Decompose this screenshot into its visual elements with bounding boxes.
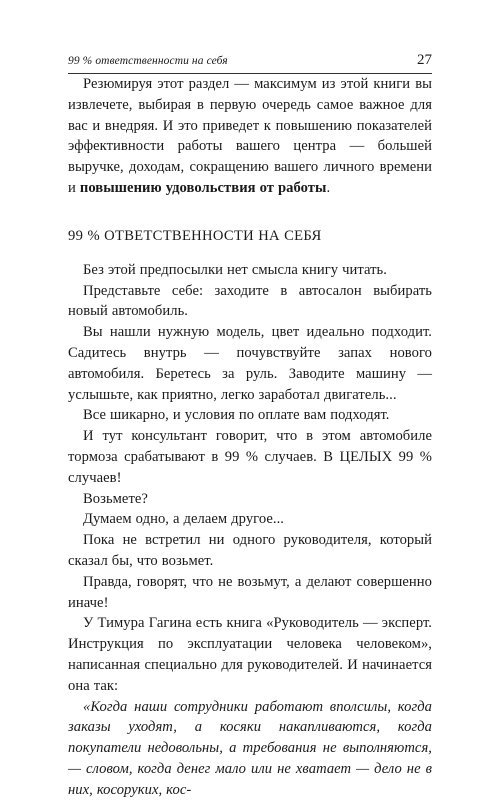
intro-text: Резюмируя этот раздел — максимум из этой книги вы извлечете, выбирая в первую очередь самое важное для вас и внедряя. И это приведет к повышению показателей эффективности работы вашего центра — большей выручке, доходам, сокращению вашего личного времени и bbox=[68, 76, 432, 196]
chapter-heading: 99 % ОТВЕТСТВЕННОСТИ НА СЕБЯ bbox=[68, 227, 322, 244]
book-page bbox=[68, 52, 432, 801]
page-body bbox=[68, 74, 432, 801]
chapter-paragraphs bbox=[68, 260, 432, 697]
intro-end: . bbox=[326, 179, 331, 196]
paragraph: Без этой предпосылки нет смысла книгу читать. bbox=[83, 261, 387, 278]
paragraph: Пока не встретил ни одного руководителя, который сказал бы, что возьмет. bbox=[68, 532, 432, 569]
page-number: 27 bbox=[417, 52, 432, 68]
running-title: 99 % ответственности на себя bbox=[68, 55, 228, 67]
intro-paragraph bbox=[68, 74, 432, 199]
paragraph: Правда, говорят, что не возьмут, а делают совершенно иначе! bbox=[68, 573, 432, 611]
paragraph: Представьте себе: заходите в автосалон выбирать новый автомобиль. bbox=[68, 282, 432, 320]
paragraph: Думаем одно, а делаем другое... bbox=[83, 511, 284, 528]
paragraph: У Тимура Гагина есть книга «Руководитель — эксперт. Инструкция по эксплуатации человека человеком», написанная специально для руководителей. И начинается она так: bbox=[68, 615, 432, 694]
running-header bbox=[68, 52, 432, 70]
intro-bold-phrase: повышению удовольствия от работы bbox=[79, 179, 327, 196]
paragraph: Все шикарно, и условия по оплате вам подходят. bbox=[83, 407, 390, 424]
paragraph: Вы нашли нужную модель, цвет идеально подходит. Садитесь внутрь — почувствуйте запах нового автомобиля. Беретесь за руль. Заводите машину — услышьте, как приятно, легко заработал двигатель... bbox=[68, 324, 432, 403]
paragraph: Возьмете? bbox=[83, 490, 148, 507]
paragraph: И тут консультант говорит, что в этом автомобиле тормоза срабатывают в 99 % случаев. В ЦЕЛЫХ 99 % случаев! bbox=[68, 428, 432, 486]
quote-paragraph: «Когда наши сотрудники работают вполсилы, когда заказы уходят, а косяки накапливаются, когда покупатели недовольны, а требования не выполняются, — словом, когда денег мало или не хватает — дело не в них, косоруких, кос- bbox=[68, 698, 432, 798]
